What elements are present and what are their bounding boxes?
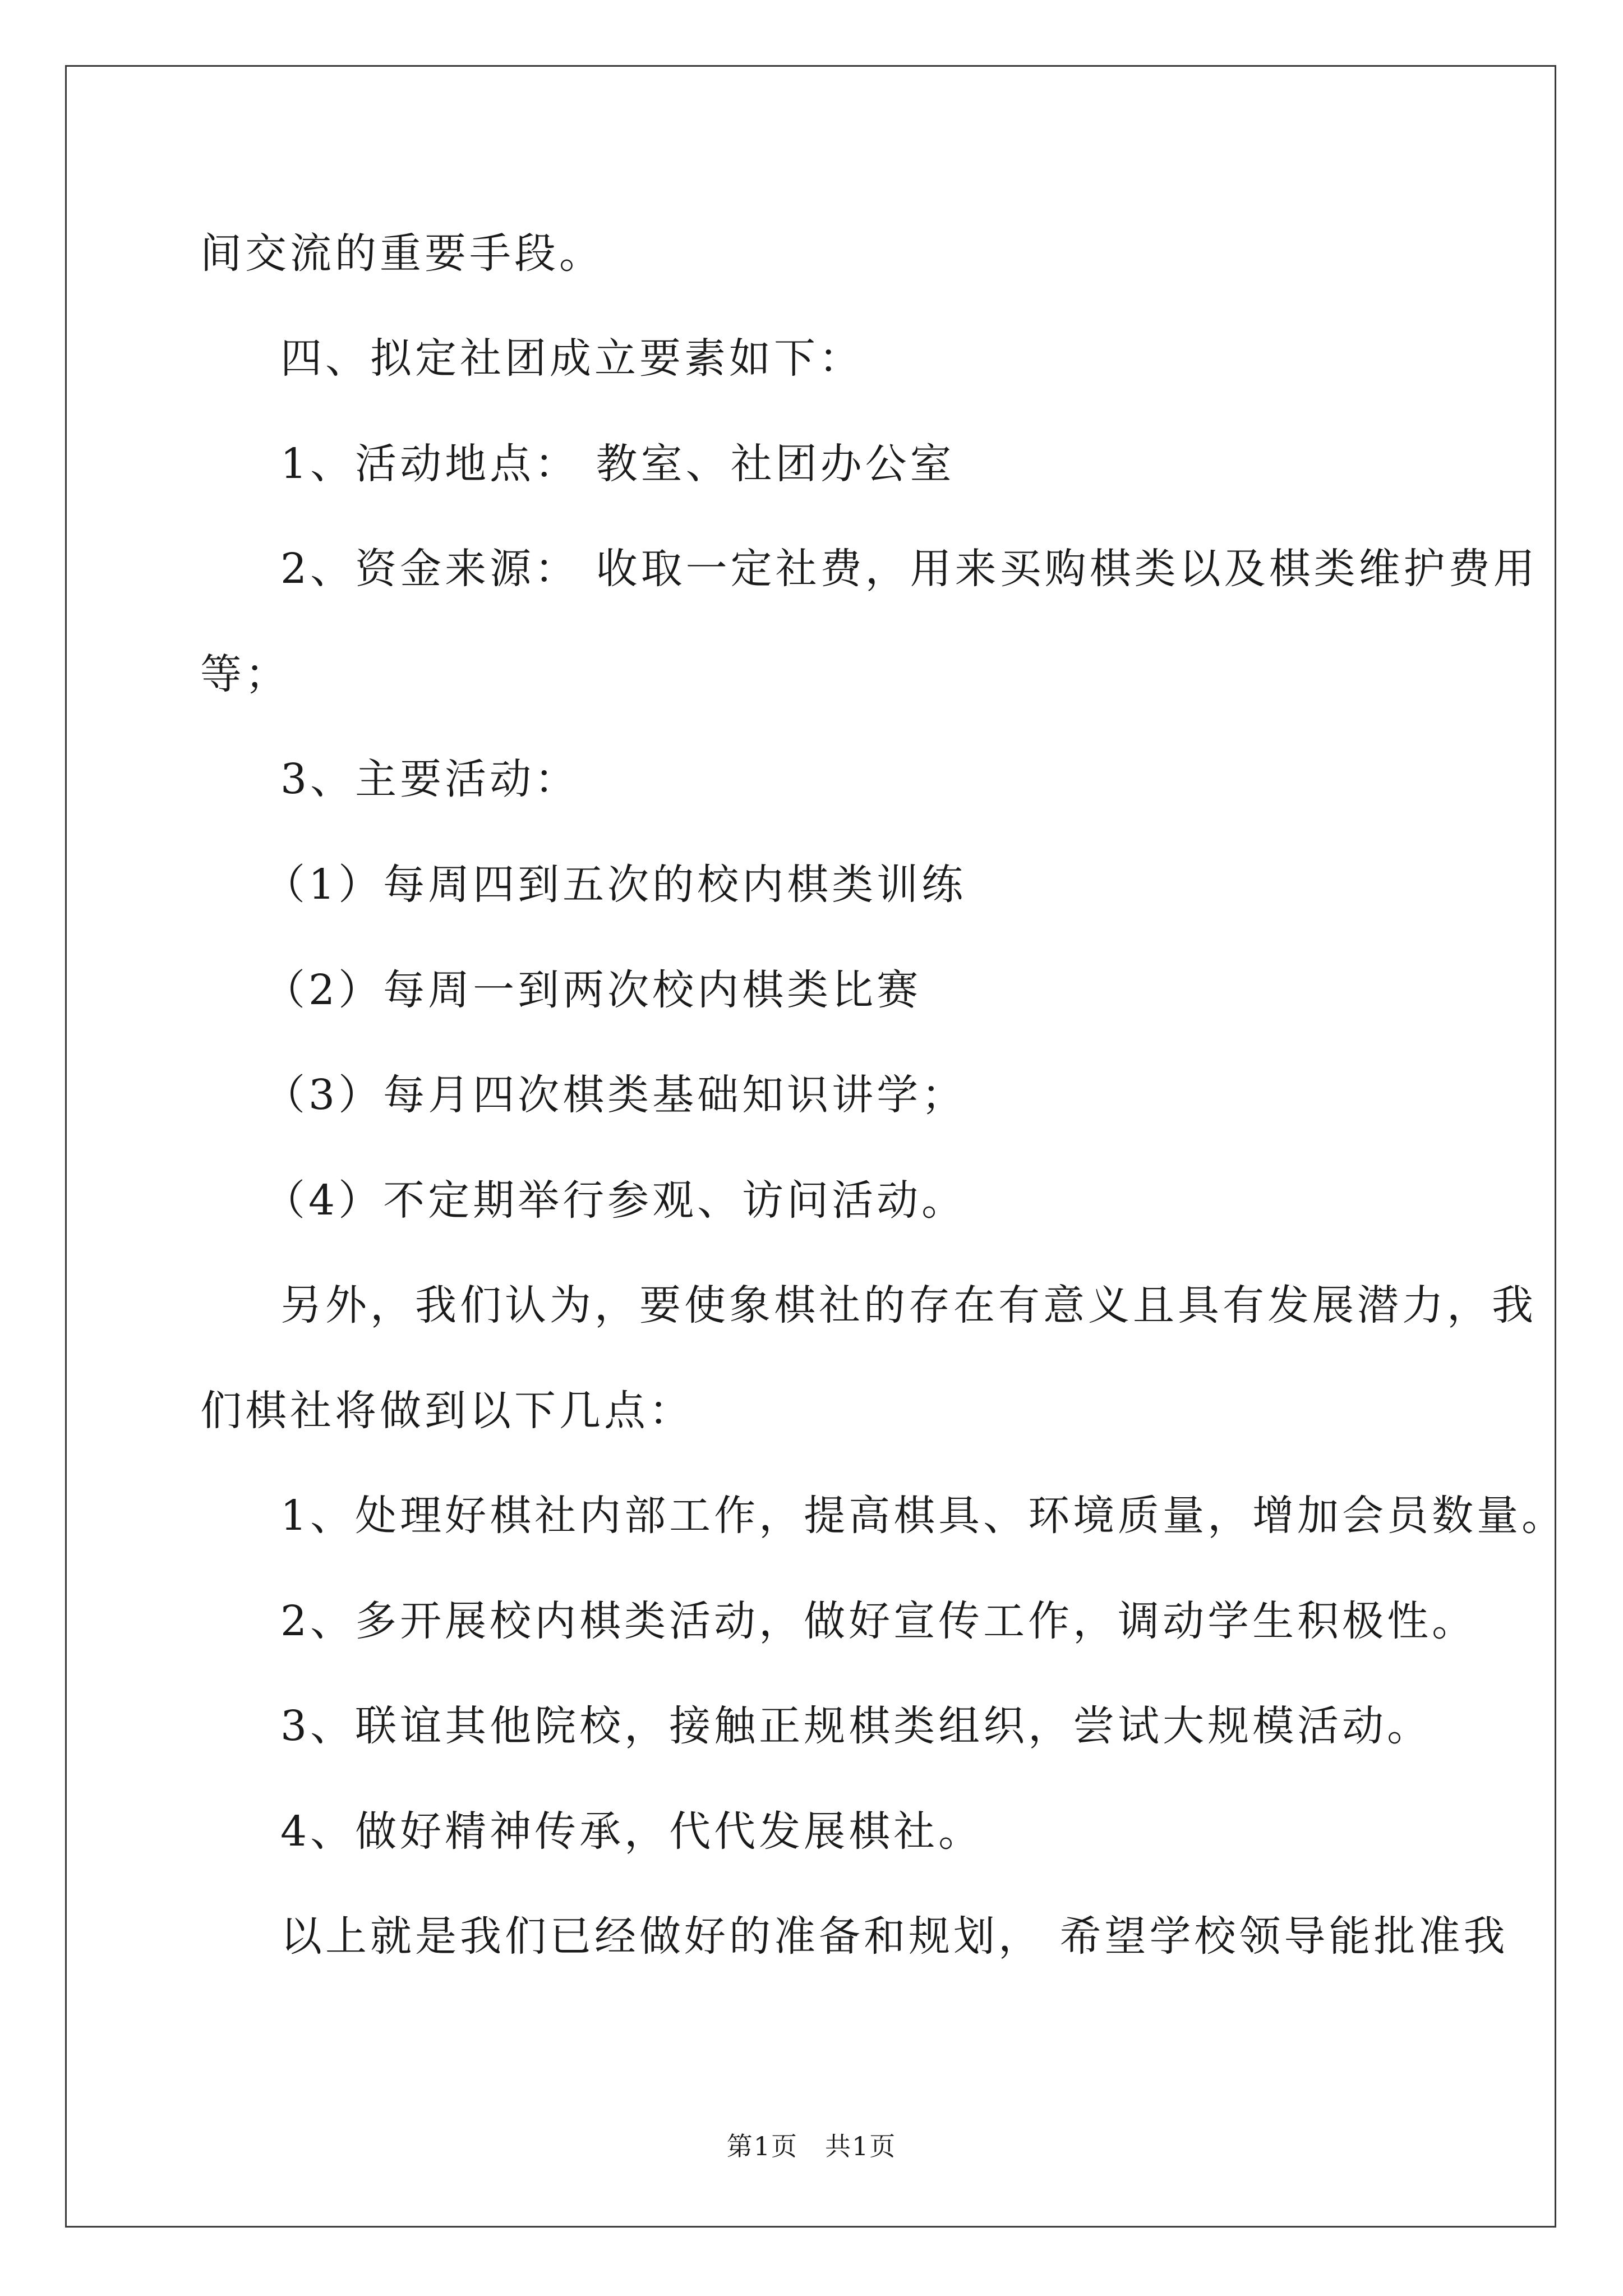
list-item: 1、处理好棋社内部工作，提高棋具、环境质量，增加会员数量。 [280,1492,1567,1540]
list-item: 4、做好精神传承，代代发展棋社。 [280,1807,984,1856]
text-line: 等； [200,650,290,698]
text-line: 间交流的重要手段。 [200,229,604,278]
list-item: （2）每周一到两次校内棋类比赛 [264,966,922,1014]
text-line: 1、活动地点： 教室、社团办公室 [280,440,955,488]
text-line: 另外，我们认为，要使象棋社的存在有意义且具有发展潜力，我 [280,1281,1537,1329]
list-item: （4）不定期举行参观、访问活动。 [264,1176,967,1225]
page-number: 第1页 共1页 [726,2131,897,2161]
list-item: （3）每月四次棋类基础知识讲学； [264,1071,967,1119]
text-line: 2、资金来源： 收取一定社费，用来买购棋类以及棋类维护费用 [280,545,1538,593]
list-item: 2、多开展校内棋类活动，做好宣传工作，调动学生积极性。 [280,1597,1477,1645]
text-line: 们棋社将做到以下几点： [200,1387,694,1435]
list-item: （1）每周四到五次的校内棋类训练 [264,861,967,909]
text-line: 3、主要活动： [280,755,580,803]
text-line: 以上就是我们已经做好的准备和规划， 希望学校领导能批准我 [280,1912,1509,1961]
section-heading: 四、拟定社团成立要素如下： [280,334,864,383]
list-item: 3、联谊其他院校，接触正规棋类组织，尝试大规模活动。 [280,1702,1432,1750]
